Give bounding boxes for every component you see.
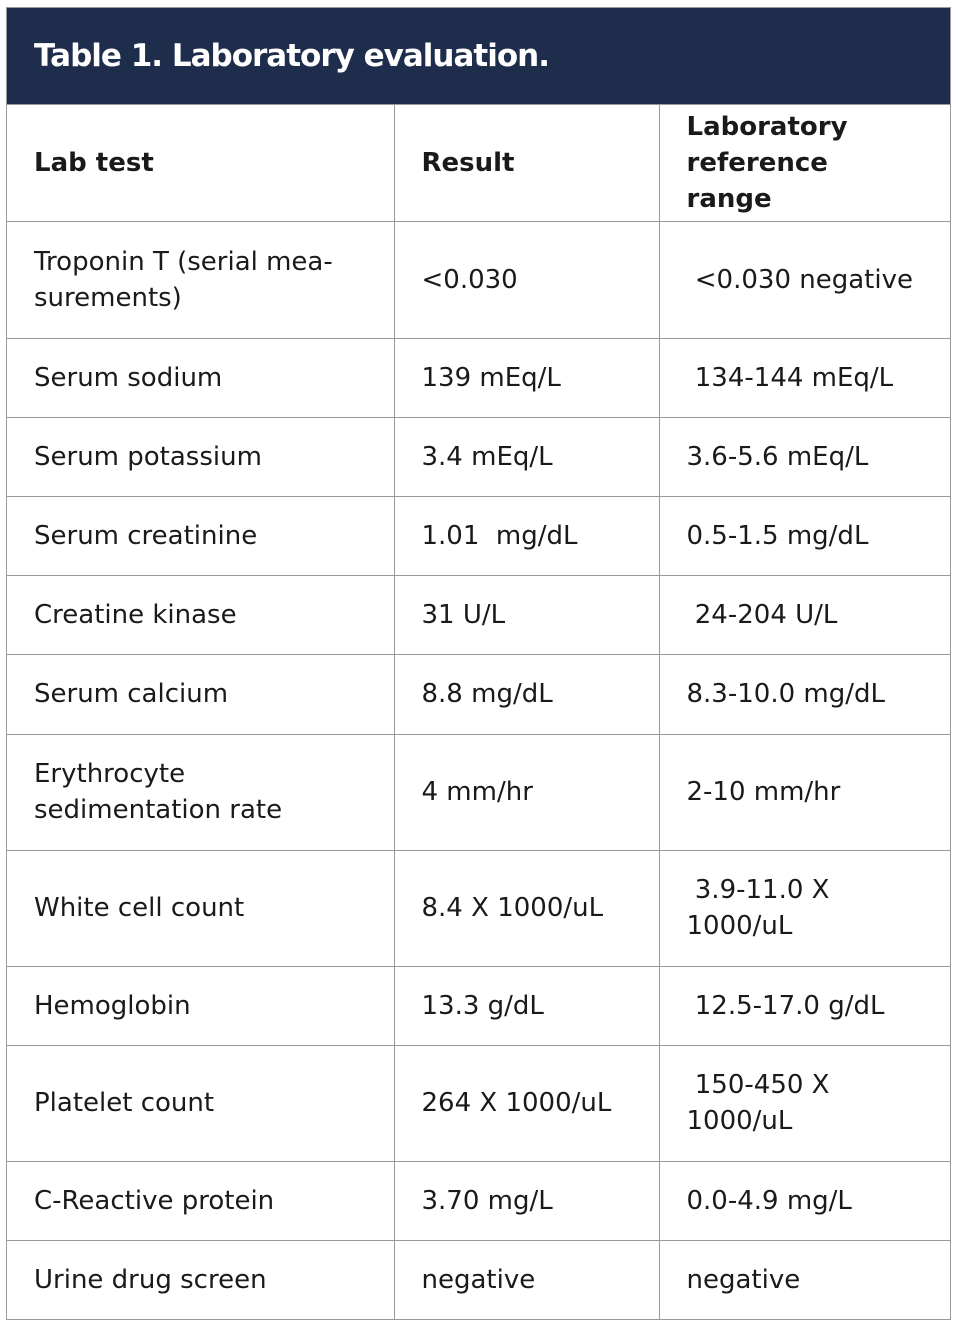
reference-range-cell: 150-450 X 1000/uL bbox=[659, 1045, 950, 1161]
reference-range-cell: 3.6-5.6 mEq/L bbox=[659, 417, 950, 496]
table-row bbox=[7, 338, 950, 417]
lab-test-cell: Platelet count bbox=[7, 1045, 394, 1161]
reference-range-cell: 3.9-11.0 X 1000/uL bbox=[659, 850, 950, 966]
result-cell: 1.01 mg/dL bbox=[394, 496, 659, 575]
result-cell: negative bbox=[394, 1240, 659, 1319]
reference-range-cell: 12.5-17.0 g/dL bbox=[659, 966, 950, 1045]
lab-test-cell: Serum sodium bbox=[7, 338, 394, 417]
lab-test-cell: C-Reactive protein bbox=[7, 1161, 394, 1240]
reference-range-cell: 24-204 U/L bbox=[659, 575, 950, 654]
header-reference-range: Laboratory reference range bbox=[659, 105, 950, 221]
header-row bbox=[7, 105, 950, 221]
lab-test-cell: Urine drug screen bbox=[7, 1240, 394, 1319]
lab-table bbox=[7, 105, 950, 1319]
result-cell: 4 mm/hr bbox=[394, 734, 659, 850]
result-cell: 31 U/L bbox=[394, 575, 659, 654]
table-row bbox=[7, 734, 950, 850]
table-row bbox=[7, 1161, 950, 1240]
result-cell: 8.4 X 1000/uL bbox=[394, 850, 659, 966]
result-cell: 3.70 mg/L bbox=[394, 1161, 659, 1240]
table-row bbox=[7, 850, 950, 966]
result-cell: 3.4 mEq/L bbox=[394, 417, 659, 496]
table-row bbox=[7, 1240, 950, 1319]
lab-test-cell: Creatine kinase bbox=[7, 575, 394, 654]
lab-test-cell: Serum creatinine bbox=[7, 496, 394, 575]
reference-range-cell: 8.3-10.0 mg/dL bbox=[659, 654, 950, 734]
lab-test-cell: Erythrocyte sedimentation rate bbox=[7, 734, 394, 850]
result-cell: 8.8 mg/dL bbox=[394, 654, 659, 734]
result-cell: 139 mEq/L bbox=[394, 338, 659, 417]
lab-table-container bbox=[6, 7, 951, 1320]
reference-range-cell: 2-10 mm/hr bbox=[659, 734, 950, 850]
result-cell: 13.3 g/dL bbox=[394, 966, 659, 1045]
table-row bbox=[7, 417, 950, 496]
lab-test-cell: White cell count bbox=[7, 850, 394, 966]
reference-range-cell: negative bbox=[659, 1240, 950, 1319]
result-cell: 264 X 1000/uL bbox=[394, 1045, 659, 1161]
header-lab-test: Lab test bbox=[7, 105, 394, 221]
table-row bbox=[7, 966, 950, 1045]
table-row bbox=[7, 496, 950, 575]
table-row bbox=[7, 575, 950, 654]
table-row bbox=[7, 221, 950, 338]
reference-range-cell: 0.5-1.5 mg/dL bbox=[659, 496, 950, 575]
table-row bbox=[7, 1045, 950, 1161]
result-cell: <0.030 bbox=[394, 221, 659, 338]
lab-test-cell: Hemoglobin bbox=[7, 966, 394, 1045]
reference-range-cell: 134-144 mEq/L bbox=[659, 338, 950, 417]
header-result: Result bbox=[394, 105, 659, 221]
reference-range-cell: 0.0-4.9 mg/L bbox=[659, 1161, 950, 1240]
table-title: Table 1. Laboratory evaluation. bbox=[7, 8, 950, 105]
lab-test-cell: Serum potassium bbox=[7, 417, 394, 496]
lab-test-cell: Troponin T (serial mea- surements) bbox=[7, 221, 394, 338]
table-row bbox=[7, 654, 950, 734]
reference-range-cell: <0.030 negative bbox=[659, 221, 950, 338]
lab-test-cell: Serum calcium bbox=[7, 654, 394, 734]
